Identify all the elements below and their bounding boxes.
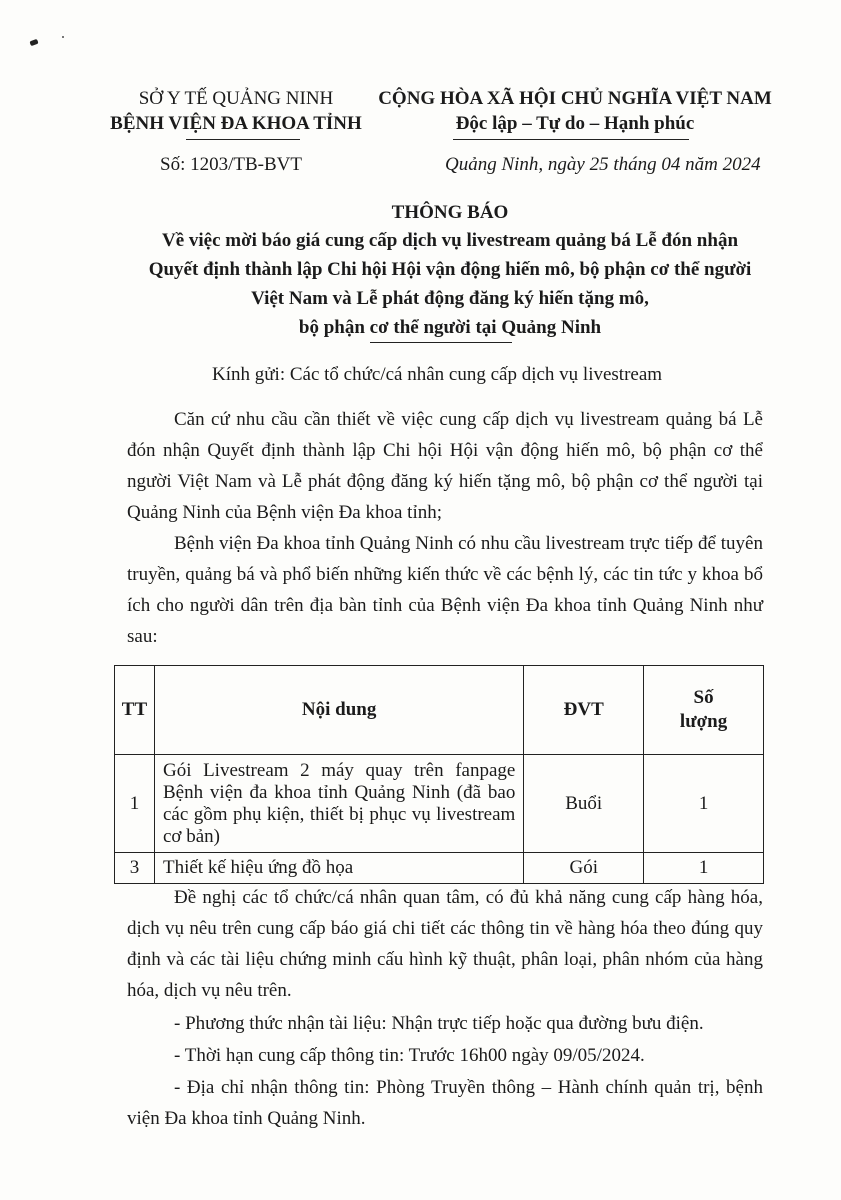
cell-tt: 3 xyxy=(115,853,155,884)
document-title: THÔNG BÁO xyxy=(391,202,509,223)
paragraph-text: Bệnh viện Đa khoa tỉnh Quảng Ninh có nhu cầu livestream trực tiếp để tuyên truyền, quảng bá và phổ biến những kiến thức về các bệnh lý, các tin tức y khoa bổ ích cho người dân trên địa bàn tỉnh của Bệnh viện Đa khoa tỉnh Quảng Ninh như sau: xyxy=(127,533,763,647)
scan-speck xyxy=(29,39,38,46)
agency-name: BỆNH VIỆN ĐA KHOA TỈNH xyxy=(110,113,362,134)
issuing-agency xyxy=(96,86,376,136)
table-header-row xyxy=(115,666,764,755)
subtitle-line: Việt Nam và Lễ phát động đăng ký hiến tặng mô, xyxy=(251,288,649,309)
bullet-text: - Địa chỉ nhận thông tin: Phòng Truyền thông – Hành chính quản trị, bệnh viện Đa khoa tỉnh Quảng Ninh. xyxy=(127,1077,763,1129)
info-bullet xyxy=(127,1072,763,1134)
agency-parent: SỞ Y TẾ QUẢNG NINH xyxy=(138,88,334,109)
paragraph-text: Đề nghị các tổ chức/cá nhân quan tâm, có đủ khả năng cung cấp hàng hóa, dịch vụ nêu trên cung cấp báo giá chi tiết các thông tin về hàng hóa theo đúng quy định và các tài liệu chứng minh cấu hình kỹ thuật, phân loại, phân nhóm của hàng hóa, dịch vụ nêu trên. xyxy=(127,887,763,1001)
cell-unit: Buổi xyxy=(524,755,644,853)
agency-underline xyxy=(186,139,300,140)
country-name: CỘNG HÒA XÃ HỘI CHỦ NGHĨA VIỆT NAM xyxy=(378,88,772,109)
cell-qty: 1 xyxy=(644,755,764,853)
col-header-content: Nội dung xyxy=(154,666,523,755)
motto: Độc lập – Tự do – Hạnh phúc xyxy=(455,113,695,134)
recipient-line: Kính gửi: Các tổ chức/cá nhân cung cấp dịch vụ livestream xyxy=(212,364,663,385)
qty-header-line: Số xyxy=(693,687,714,708)
info-bullet xyxy=(127,1008,763,1039)
bullet-text: - Thời hạn cung cấp thông tin: Trước 16h00 ngày 09/05/2024. xyxy=(174,1045,645,1066)
title-block xyxy=(90,200,810,342)
cell-content: Thiết kế hiệu ứng đồ họa xyxy=(154,853,523,884)
col-header-unit: ĐVT xyxy=(524,666,644,755)
cell-qty: 1 xyxy=(644,853,764,884)
national-motto xyxy=(370,86,780,136)
cell-content: Gói Livestream 2 máy quay trên fanpage Bệnh viện đa khoa tỉnh Quảng Ninh (đã bao các gồm phụ kiện, thiết bị phục vụ livestream cơ bản) xyxy=(154,755,523,853)
body-paragraph xyxy=(127,528,763,652)
table-row xyxy=(115,853,764,884)
scan-speck xyxy=(62,36,64,38)
motto-underline xyxy=(453,139,689,140)
subtitle-line: Quyết định thành lập Chi hội Hội vận động hiến mô, bộ phận cơ thể người xyxy=(148,259,752,280)
col-header-qty xyxy=(644,666,764,755)
body-paragraph xyxy=(127,404,763,528)
info-bullet xyxy=(127,1040,763,1071)
document-date: Quảng Ninh, ngày 25 tháng 04 năm 2024 xyxy=(445,154,761,175)
table-row xyxy=(115,755,764,853)
document-number: Số: 1203/TB-BVT xyxy=(160,154,302,175)
paragraph-text: Căn cứ nhu cầu cần thiết về việc cung cấp dịch vụ livestream quảng bá Lễ đón nhận Quyết định thành lập Chi hội Hội vận động hiến mô, bộ phận cơ thể người Việt Nam và Lễ phát động đăng ký hiến tặng mô, bộ phận cơ thể người tại Quảng Ninh của Bệnh viện Đa khoa tỉnh; xyxy=(127,409,763,523)
bullet-text: - Phương thức nhận tài liệu: Nhận trực tiếp hoặc qua đường bưu điện. xyxy=(174,1013,704,1034)
cell-unit: Gói xyxy=(524,853,644,884)
title-divider xyxy=(370,342,512,343)
request-paragraph xyxy=(127,882,763,1006)
service-table xyxy=(114,665,764,884)
subtitle-line: bộ phận cơ thể người tại Quảng Ninh xyxy=(298,317,602,338)
col-header-tt: TT xyxy=(115,666,155,755)
cell-tt: 1 xyxy=(115,755,155,853)
qty-header-line: lượng xyxy=(679,711,728,732)
subtitle-line: Về việc mời báo giá cung cấp dịch vụ livestream quảng bá Lễ đón nhận xyxy=(161,230,739,251)
